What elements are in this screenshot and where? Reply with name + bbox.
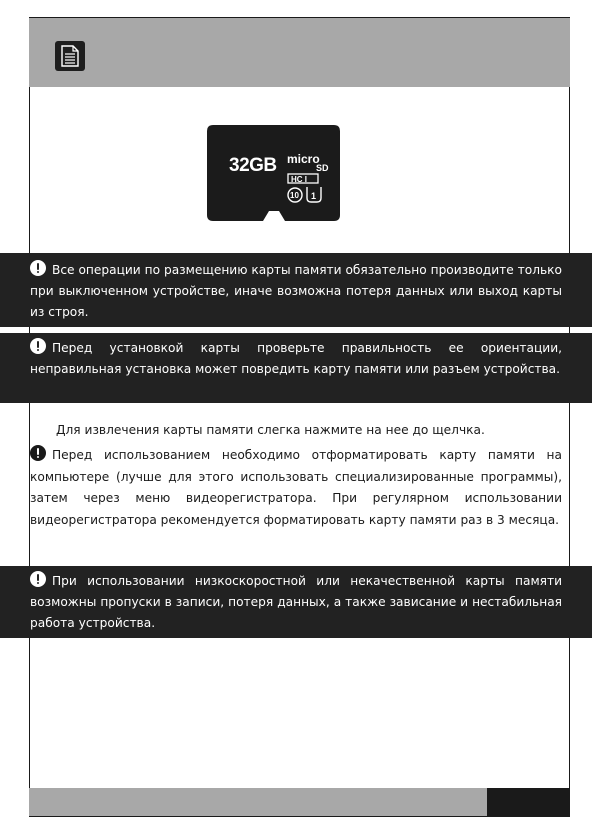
microsd-card-image bbox=[207, 125, 340, 221]
exclamation-icon bbox=[30, 571, 46, 587]
notice-text: Все операции по размещению карты памяти обязательно производите только при выключенном устройстве, иначе возможна потеря данных или выход карты из строя. bbox=[30, 263, 562, 319]
card-brand: micro bbox=[287, 152, 320, 166]
notice-text: Перед установкой карты проверьте правильность ее ориентации, неправильная установка может повредить карту памяти или разъем устройства. bbox=[30, 341, 562, 376]
notice-power-off bbox=[0, 253, 592, 327]
footer-page-block bbox=[487, 788, 570, 816]
instruction-eject: Для извлечения карты памяти слегка нажмите на нее до щелчка. bbox=[56, 423, 485, 437]
card-sd-mark: SD bbox=[316, 163, 329, 173]
notice-text: Перед использованием необходимо отформатировать карту памяти на компьютере (лучше для этого использовать специализированные программы), затем через меню видеорегистратора. При регулярном использовании видеорегистратора рекомендуется форматировать карту памяти раз в 3 месяца. bbox=[30, 448, 562, 527]
card-class-mark: HC I bbox=[291, 175, 307, 184]
notice-orientation bbox=[0, 333, 592, 403]
exclamation-icon bbox=[30, 445, 46, 461]
document-icon bbox=[55, 41, 85, 71]
card-speed-class: 10 bbox=[290, 191, 299, 200]
footer-line bbox=[29, 816, 570, 817]
notice-low-quality-card bbox=[0, 566, 592, 638]
footer-bar bbox=[29, 788, 487, 816]
notice-format bbox=[30, 445, 562, 531]
exclamation-icon bbox=[30, 260, 46, 276]
card-uhs-class: 1 bbox=[311, 191, 317, 201]
card-capacity: 32GB bbox=[229, 155, 277, 176]
notice-text: При использовании низкоскоростной или некачественной карты памяти возможны пропуски в записи, потеря данных, а также зависание и нестабильная работа устройства. bbox=[30, 574, 562, 630]
exclamation-icon bbox=[30, 338, 46, 354]
header-bar bbox=[29, 17, 570, 87]
